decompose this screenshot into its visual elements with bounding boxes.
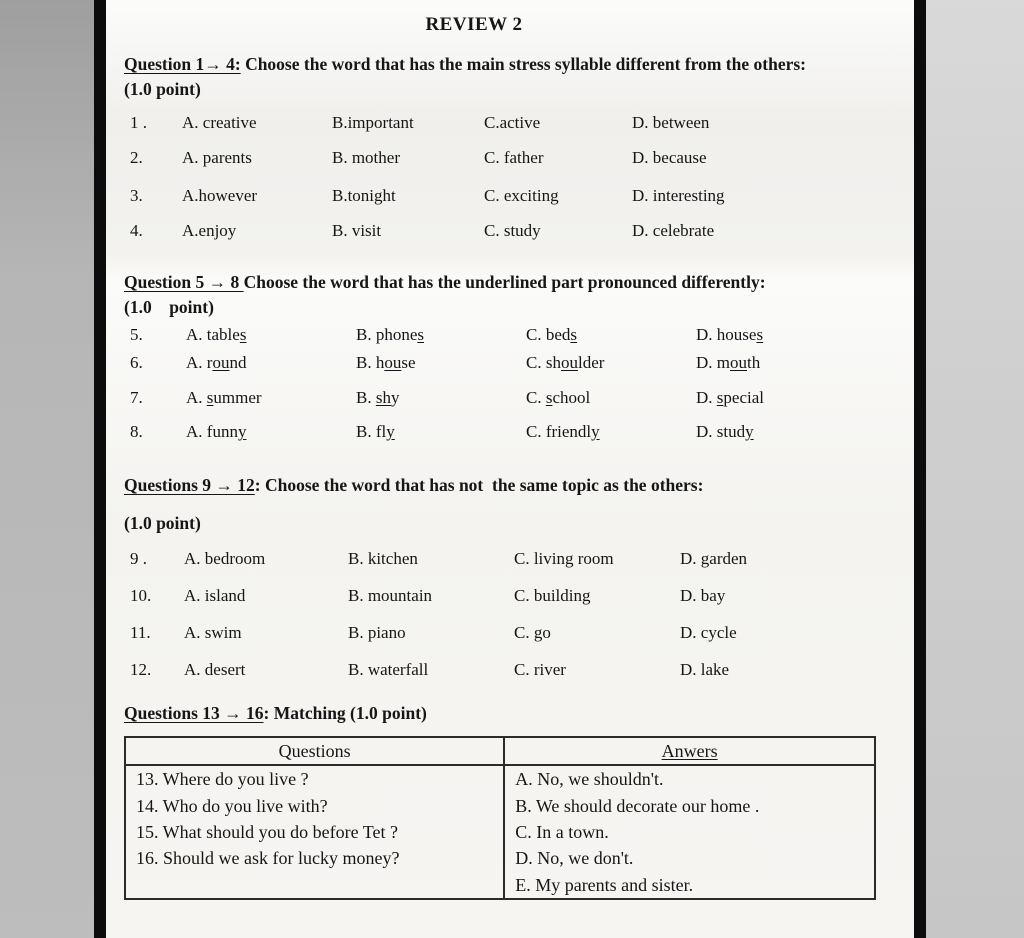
option-b: B. waterfall (348, 660, 429, 680)
option-d: D. garden (680, 548, 748, 568)
question-number: 3. (130, 185, 143, 205)
answer-cell: D. No, we don't. (504, 845, 875, 871)
option-b: B.important (332, 112, 414, 132)
option-c: C. living room (514, 548, 614, 568)
option-d: D. cycle (680, 623, 737, 642)
question-cell: 13. Where do you live ? (125, 765, 504, 792)
option-d: D. houses (696, 324, 764, 344)
question-number: 2. (130, 147, 143, 167)
option-a: A. creative (182, 112, 257, 132)
option-d: D. bay (680, 585, 726, 605)
qa-row (125, 765, 875, 792)
photo-right-margin (926, 0, 1024, 938)
page-right-edge (914, 0, 926, 938)
matching-table (124, 736, 876, 900)
option-b: B.tonight (332, 185, 396, 205)
question-row-8 (124, 421, 898, 443)
table-header-questions: Questions (125, 737, 504, 765)
option-d: D. mouth (696, 352, 761, 372)
section-1-heading-range: Question 1→ 4: (124, 54, 241, 74)
section-4-heading (124, 701, 898, 726)
option-c: C. shoulder (526, 352, 605, 372)
question-row-9 (124, 548, 898, 570)
option-b: B. mountain (348, 585, 433, 605)
page-left-edge (94, 0, 106, 938)
section-3-heading (124, 473, 898, 498)
answer-cell: E. My parents and sister. (504, 872, 875, 899)
option-a: A.enjoy (182, 220, 237, 240)
test-page (106, 0, 914, 938)
question-row-5 (124, 324, 898, 346)
question-cell: 14. Who do you live with? (125, 793, 504, 819)
section-4-heading-text: : Matching (1.0 point) (263, 703, 427, 724)
option-b: B. house (356, 352, 416, 372)
option-c: C. building (514, 585, 591, 605)
option-c: C. father (484, 147, 544, 167)
option-b: B. phones (356, 324, 425, 344)
option-d: D. celebrate (632, 220, 715, 240)
photo-left-margin (0, 0, 94, 938)
question-number: 11. (130, 623, 151, 642)
question-row-4 (124, 220, 898, 242)
section-1-heading-text: Choose the word that has the main stress syllable different from the others: (1.0 point) (124, 54, 811, 99)
option-c: C. exciting (484, 185, 559, 205)
question-number: 1 . (130, 112, 147, 132)
question-row-6 (124, 352, 898, 374)
answer-cell: C. In a town. (504, 819, 875, 845)
option-d: D. special (696, 387, 764, 407)
option-a: A. summer (186, 387, 262, 407)
question-cell: 15. What should you do before Tet ? (125, 819, 504, 845)
option-b: B. piano (348, 623, 406, 642)
option-b: B. fly (356, 422, 395, 442)
question-number: 8. (130, 422, 143, 442)
qa-row (125, 845, 875, 871)
table-header-answers-text: Anwers (661, 741, 718, 762)
section-2-points: (1.0 point) (124, 296, 214, 317)
table-header-row (125, 737, 875, 765)
question-number: 6. (130, 352, 143, 372)
question-cell (125, 872, 504, 899)
option-a: A. swim (184, 623, 242, 642)
section-3-rows (124, 548, 898, 681)
option-a: A. island (184, 585, 246, 605)
option-c: C. friendly (526, 422, 600, 442)
question-row-7 (124, 387, 898, 409)
option-d: D. lake (680, 660, 730, 680)
option-a: A. desert (184, 660, 246, 680)
option-b: B. visit (332, 220, 382, 240)
option-d: D. interesting (632, 185, 725, 205)
question-number: 10. (130, 585, 152, 605)
option-b: B. kitchen (348, 548, 418, 568)
question-cell: 16. Should we ask for lucky money? (125, 845, 504, 871)
question-number: 4. (130, 220, 143, 240)
qa-row (125, 793, 875, 819)
option-b: B. shy (356, 387, 400, 407)
section-2-rows (124, 324, 898, 443)
option-d: D. study (696, 422, 754, 442)
option-c: C. go (514, 623, 551, 642)
option-d: D. between (632, 112, 710, 132)
option-a: A. tables (186, 324, 247, 344)
question-row-1 (124, 112, 898, 134)
option-c: C. river (514, 660, 566, 680)
section-2-heading (124, 270, 829, 295)
option-d: D. because (632, 147, 707, 167)
option-c: C. school (526, 387, 591, 407)
option-b: B. mother (332, 147, 400, 167)
answer-cell: A. No, we shouldn't. (504, 765, 875, 792)
qa-row (125, 872, 875, 899)
question-row-12 (124, 659, 898, 681)
question-number: 9 . (130, 548, 147, 568)
section-1-heading (124, 52, 824, 102)
question-row-10 (124, 585, 898, 607)
table-header-answers (504, 737, 875, 765)
section-2-heading-text: Choose the word that has the underlined part pronounced differently: (243, 272, 766, 293)
section-3-points: (1.0 point) (124, 512, 201, 533)
option-a: A. bedroom (184, 548, 266, 568)
question-row-3 (124, 185, 898, 207)
section-3-heading-range: Questions 9 → 12 (124, 475, 255, 496)
question-row-11 (124, 622, 898, 644)
section-2-heading-range: Question 5 → 8 (124, 272, 244, 293)
section-4-heading-range: Questions 13 → 16 (124, 703, 264, 724)
option-c: C.active (484, 112, 541, 132)
qa-row (125, 819, 875, 845)
question-number: 7. (130, 387, 143, 407)
option-c: C. beds (526, 324, 578, 344)
question-number: 5. (130, 324, 143, 344)
option-a: A.however (182, 185, 258, 205)
answer-cell: B. We should decorate our home . (504, 793, 875, 819)
question-row-2 (124, 147, 898, 169)
option-a: A. funny (186, 422, 247, 442)
option-c: C. study (484, 220, 541, 240)
page-title: REVIEW 2 (425, 14, 523, 35)
section-3-heading-text: : Choose the word that has not the same topic as the others: (254, 475, 704, 496)
option-a: A. parents (182, 147, 252, 167)
option-a: A. round (186, 352, 247, 372)
question-number: 12. (130, 660, 152, 680)
